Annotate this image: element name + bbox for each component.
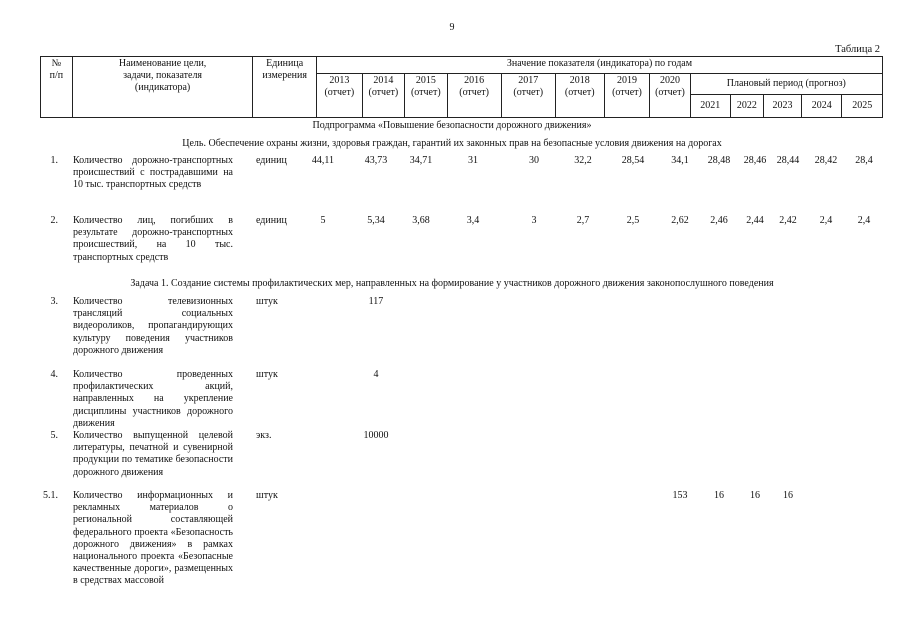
unit: штук (256, 490, 278, 501)
task-title: Задача 1. Создание системы профилактических мер, направленных на формирование у участников дорожного движения законопослушного поведения (130, 278, 774, 289)
indicator-name: Количество проведенных профилактических акций, направленных на укрепление дисциплины участников дорожного движения (73, 369, 233, 429)
value-cell: 34,71 (409, 155, 433, 166)
indicator-name: Количество выпущенной целевой литературы, печатной и сувенирной продукции по тематике безопасности дорожного движения (73, 430, 233, 478)
row-number: 5. (50, 430, 58, 441)
indicator-name: Количество дорожно-транспортных происшествий с пострадавшими на 10 тыс. транспортных средств (73, 155, 233, 191)
value-cell: 28,46 (743, 155, 767, 166)
value-cell: 34,1 (671, 155, 689, 166)
value-cell: 32,2 (574, 155, 592, 166)
row-number: 2. (50, 215, 58, 226)
value-cell: 10000 (363, 430, 389, 441)
header-plan-2025: 2025 (842, 95, 883, 118)
header-plan-2024: 2024 (802, 95, 842, 118)
value-cell: 28,54 (621, 155, 645, 166)
header-values-title: Значение показателя (индикатора) по годам (317, 57, 883, 74)
value-cell: 2,7 (576, 215, 590, 226)
value-cell: 2,62 (671, 215, 689, 226)
row-number: 5.1. (43, 490, 58, 501)
value-cell: 43,73 (364, 155, 388, 166)
unit: штук (256, 369, 278, 380)
header-year-2017: 2017 (отчет) (501, 74, 555, 118)
row-number: 3. (50, 296, 58, 307)
header-num: № п/п (41, 57, 73, 118)
value-cell: 28,4 (855, 155, 873, 166)
header-plan-2022: 2022 (730, 95, 763, 118)
value-cell: 4 (373, 369, 379, 380)
value-cell: 28,44 (776, 155, 800, 166)
value-cell: 16 (783, 490, 793, 501)
unit: единиц (256, 215, 287, 226)
indicator-name: Количество информационных и рекламных материалов о региональной составляющей федерального проекта «Безопасность дорожного движения» в рамках национального проекта «Безопасные качественные дороги», размещенных в средствах массовой (73, 490, 233, 587)
unit: штук (256, 296, 278, 307)
value-cell: 31 (468, 155, 478, 166)
value-cell: 28,48 (707, 155, 731, 166)
header-plan-2021: 2021 (690, 95, 730, 118)
value-cell: 2,42 (779, 215, 797, 226)
header-year-2016: 2016 (отчет) (447, 74, 501, 118)
value-cell: 2,4 (819, 215, 833, 226)
unit: экз. (256, 430, 272, 441)
value-cell: 30 (529, 155, 539, 166)
value-cell: 16 (714, 490, 724, 501)
value-cell: 5 (320, 215, 326, 226)
header-plan-title: Плановый период (прогноз) (690, 74, 882, 95)
value-cell: 2,46 (710, 215, 728, 226)
goal-title: Цель. Обеспечение охраны жизни, здоровья граждан, гарантий их законных прав на безопасные условия движения на дорогах (182, 138, 722, 149)
header-unit: Единица измерения (253, 57, 317, 118)
value-cell: 3,4 (466, 215, 480, 226)
value-cell: 2,44 (746, 215, 764, 226)
header-year-2013: 2013 (отчет) (317, 74, 363, 118)
header-year-2019: 2019 (отчет) (604, 74, 650, 118)
page-number: 9 (449, 22, 455, 33)
value-cell: 2,5 (626, 215, 640, 226)
value-cell: 16 (750, 490, 760, 501)
value-cell: 117 (368, 296, 384, 307)
value-cell: 5,34 (367, 215, 385, 226)
subprogram-title: Подпрограмма «Повышение безопасности дорожного движения» (312, 120, 592, 131)
value-cell: 28,42 (814, 155, 838, 166)
table-label: Таблица 2 (835, 44, 880, 55)
header-year-2020: 2020 (отчет) (650, 74, 690, 118)
value-cell: 2,4 (857, 215, 871, 226)
header-year-2014: 2014 (отчет) (362, 74, 404, 118)
value-cell: 3 (531, 215, 537, 226)
row-number: 1. (50, 155, 58, 166)
unit: единиц (256, 155, 287, 166)
value-cell: 3,68 (412, 215, 430, 226)
indicator-name: Количество телевизионных трансляций социальных видеороликов, пропагандирующих культуру поведения участников дорожного движения (73, 296, 233, 356)
value-cell: 44,11 (311, 155, 335, 166)
row-number: 4. (50, 369, 58, 380)
header-year-2015: 2015 (отчет) (405, 74, 447, 118)
indicator-name: Количество лиц, погибших в результате дорожно-транспортных происшествий, на 10 тыс. транспортных средств (73, 215, 233, 263)
header-plan-2023: 2023 (763, 95, 801, 118)
header-name: Наименование цели, задачи, показателя (индикатора) (72, 57, 252, 118)
value-cell: 153 (672, 490, 688, 501)
table-header (40, 56, 883, 118)
header-year-2018: 2018 (отчет) (555, 74, 604, 118)
